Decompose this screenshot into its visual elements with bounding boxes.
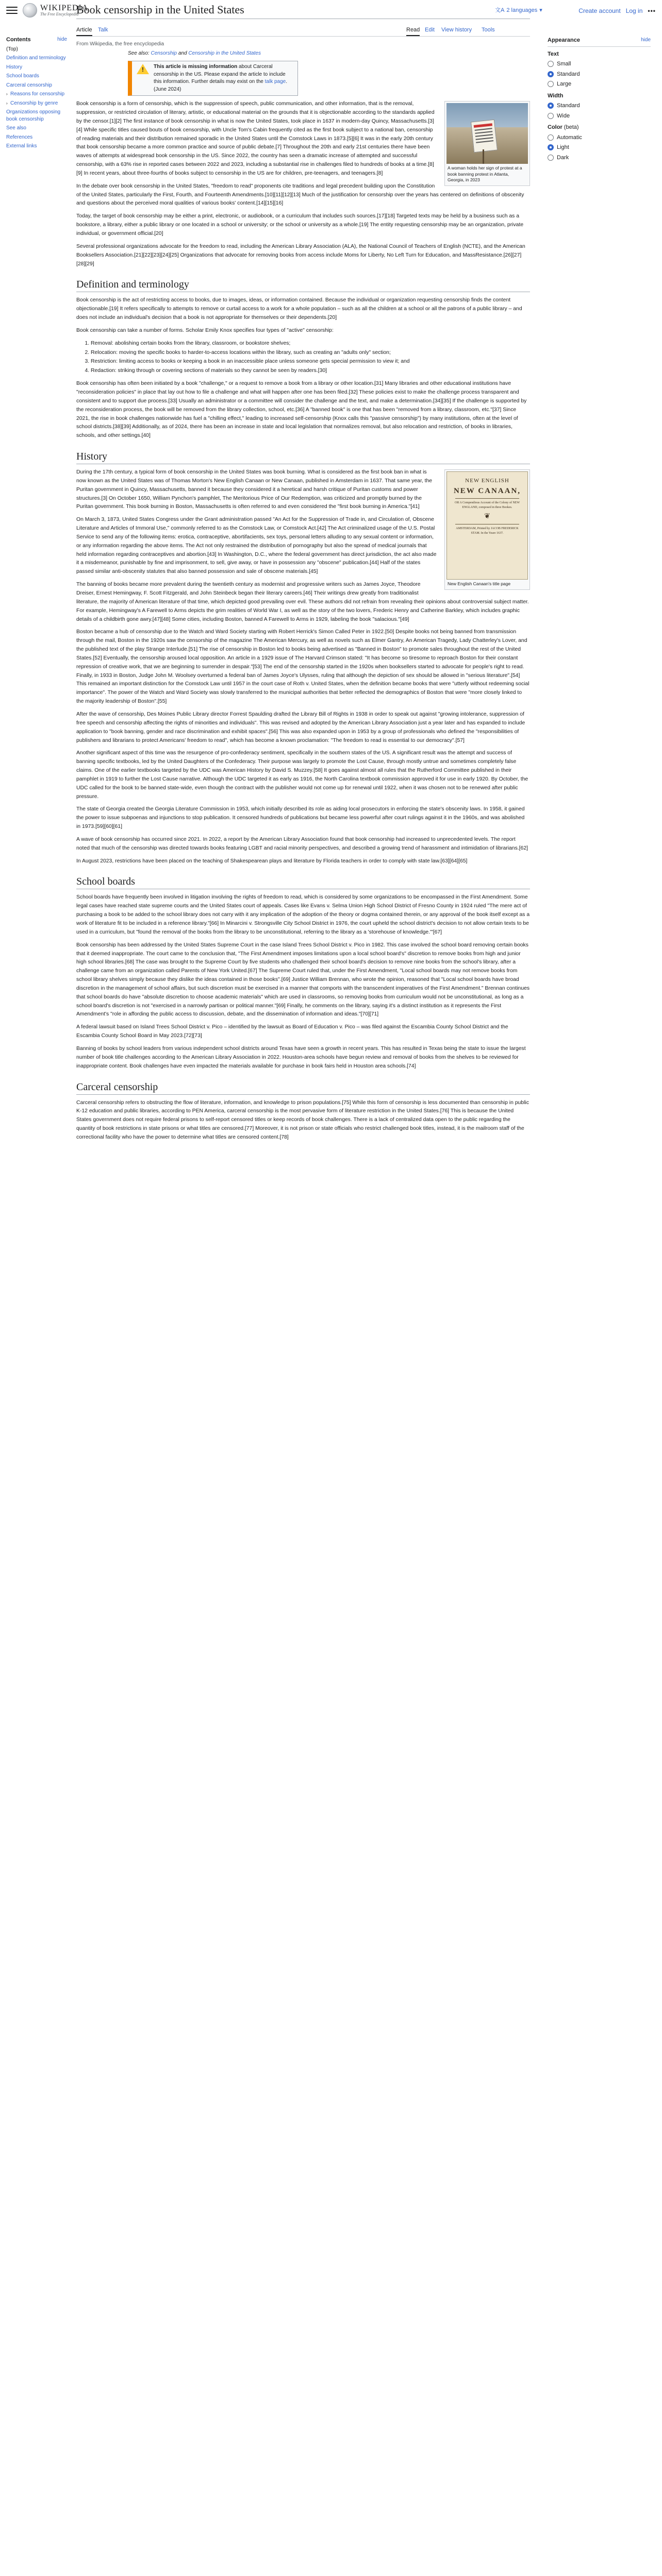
body-paragraph: A wave of book censorship has occurred since 2021. In 2022, a report by the American Library Association found that book censorship had increased to unprecedented levels. The report noted that much of the censorship was directed towards books featuring LGBT and racial minority perspectives, and described a growing trend of harassment and intimidation of librarians.[62] — [76, 836, 528, 851]
text-size-label: Text — [548, 50, 559, 57]
toc-item-definition[interactable]: Definition and terminology — [6, 55, 66, 61]
language-button[interactable] — [495, 6, 542, 15]
tab-read[interactable]: Read — [406, 26, 420, 36]
body-paragraph: In August 2023, restrictions have been placed on the teaching of Shakespearean plays and literature by Florida teachers in order to comply with state law.[63][64][65] — [76, 858, 468, 864]
width-label: Width — [548, 92, 564, 99]
body-paragraph: After the wave of censorship, Des Moines Public Library director Forrest Spaulding drafted the Library Bill of Rights in 1938 in order to speak out against "growing intolerance, suppression of free speech and censorship affecting the rights of minorities and individuals". This was revised and adopted by the American Library Association just a year later and has expanded to include application to "book banning, gender and race discrimination and exhibit spaces".[56] This was also expanded upon in 1953 by a group of professionals who defined the "responsibilities of publishers and librarians to protect Americans' freedom to read", which has become a known proclamation: "The freedom to read is essential to our democracy".[57] — [76, 711, 525, 743]
talk-page-link[interactable]: talk page — [264, 79, 286, 85]
toc-item-organizations[interactable]: Organizations opposing book censorship — [6, 109, 61, 122]
section-heading-carceral: Carceral censorship — [76, 1080, 530, 1095]
toc-item-history[interactable]: History — [6, 64, 23, 70]
protest-figure — [444, 101, 530, 185]
main-menu-icon[interactable] — [6, 5, 18, 15]
color-dark[interactable]: Dark — [548, 154, 651, 162]
body-paragraph: Book censorship can take a number of forms. Scholar Emily Knox specifies four types of "active" censorship: — [76, 327, 334, 333]
body-paragraph: The state of Georgia created the Georgia Literature Commission in 1953, which initially described its role as aiding local prosecutors in enforcing the state's obscenity laws. In 1958, it gained the power to issue subpoenas and injunctions to stop publication. It censored hundreds of publications but became less powerful after court rulings against it in the 1960s, and was abolished in 1973.[59][60][61] — [76, 806, 525, 830]
title-page-image[interactable]: NEW ENGLISH NEW CANAAN, OR A Compendious Account of the Colony of NEW ENGLAND, composed in three Bookes. ❦ AMSTERDAM, Printed by JACOB FREDERICK STAM. In the Yeare 1637. — [446, 471, 528, 580]
body-paragraph: Book censorship has been addressed by the United States Supreme Court in the case Island Trees School District v. Pico in 1982. This case involved the school board removing certain books that it deemed inappropriate. The court came to the conclusion that, "The First Amendment imposes limitations upon a local school board's" discretion to remove books from high and junior high school libraries.[68] The case was brought to the Supreme Court by five students who challenged their school board's decision to remove nine books from the school's library, after a challenge came from an organization called Parents of New York United.[67] The Supreme Court ruled that, under the First Amendment, "Local school boards may not remove books from school library shelves simply because they dislike the ideas contained in those books".[69] Justice William Brennan, who wrote the opinion, reasoned that "Local school boards have broad discretion in the management of school affairs, but such discretion must be exercised in a manner that comports with the transcendent imperatives of the First Amendment." Brennan continues that school boards do have "absolute discretion to choose academic materials" which are used in classrooms, so removing books from curriculum would not be unconstitutional, as long as a school board's discretion is not "exercised in a narrowly partisan or political manner."[69] Finally, he comments on the library, saying it's a distinct institution as it represents the First Amendment's "role in affording the public access to discussion, debate, and the dissemination of information and ideas."[70][71] — [76, 942, 530, 1018]
radio-icon — [548, 155, 554, 161]
body-paragraph: Carceral censorship refers to obstructing the flow of literature, information, and knowledge to prison populations.[75] While this form of censorship is less documented than censorship in public K-12 education and public libraries, according to PEN America, carceral censorship is the most pervasive form of literature restriction in the United States.[76] This is because the United States government does not require federal prisons to self-report censored titles or keep records of book challenges. There is a lack of centralized data open to the public regarding the quantity of book restrictions in state prisons or what titles are censored.[77] Moreover, it is not prison or state officials who restrict challenged book titles, instead, it is the mailroom staff of the correctional facility who have the power to determine what titles are censored content.[78] — [76, 1099, 529, 1140]
wordmark-title: WIKIPEDIA — [40, 4, 89, 12]
body-paragraph: School boards have frequently been involved in litigation involving the rights of freedom to read, which is considered by some organizations to be encompassed in the First Amendment. Some legal cases have reached state supreme courts and the United States court of appeals. Cases like Evans v. Selma Union High School District of Fresno County in 1924 ruled "The mere act of purchasing a book to be added to the school library does not carry with it any implication of the adoption of the theory or dogma contained therein, or any approval of the book itself except as a work of literature fit to be included in a reference library."[66] In Minarcini v. Strongsville City School District in 1976, the court upheld the school district's decision to not allow certain texts to be used in a curriculum, but "found the removal of the books from the library to be unconstitutional, referring to the library as a 'storehouse of knowledge.'"[67] — [76, 894, 530, 935]
page-tabs — [76, 26, 530, 37]
toc-item-references[interactable]: References — [6, 134, 33, 140]
new-english-canaan-figure — [444, 469, 530, 589]
missing-information-notice: ! This article is missing information about Carceral censorship in the US. Please expand the article to include this information. Further details may exist on the talk page. (June 2024) — [128, 61, 298, 96]
body-paragraph: Another significant aspect of this time was the resurgence of pro-confederacy sentiment, specifically in the southern states of the US. A significant result was the attempt and success of banning specific textbooks, led by the United Daughters of the Confederacy. Their purpose was largely to promote the Lost Cause, through mostly untrue and sometimes completely false claims. One of the earlier textbooks targeted by the UDC was American History by David S. Muzzey.[58] It goes against almost all rules that the Rutherford Committee published in their pamphlet in 1919 to further the Lost Cause narrative. Although the UDC targeted it as early as 1916, the North Carolina textbook commission approved it for use in early 1920. By October, the UDC called for the book to be banned state-wide, even though the contract with the publisher would not come up for renewal until 1922, when it was chosen not to be renewed after public pressure. — [76, 750, 528, 800]
radio-icon — [548, 71, 554, 77]
section-heading-school-boards: School boards — [76, 875, 530, 889]
toc-item-carceral[interactable]: Carceral censorship — [6, 82, 52, 88]
intro-paragraph: Today, the target of book censorship may be either a print, electronic, or audiobook, or a curriculum that includes such sources.[17][18] Targeted texts may be held by a business such as a bookstore, a library, either a public library or one located in a school or university; or the school or university as a whole.[19] The entity requesting censorship may be an organization, private individual, or government official.[20] — [76, 213, 524, 236]
tab-talk[interactable]: Talk — [98, 27, 108, 33]
tab-article[interactable]: Article — [76, 26, 92, 36]
create-account-link[interactable]: Create account — [578, 7, 621, 14]
color-label: Color (beta) — [548, 124, 579, 130]
intro-paragraph: Book censorship is a form of censorship, which is the suppression of speech, public communication, and other information, that is the removal, suppression, or restricted circulation of literary, artistic, or educational material on the grounds that it is objectionable according to the standards applied by the censor.[1][2] The first instance of book censorship in what is now the United States, took place in 1637 in modern-day Quincy, Massachusetts.[3][4] While specific titles caused bouts of book censorship, with Uncle Tom's Cabin frequently cited as the first book subject to a national ban, censorship of reading materials and their distribution remained sporadic in the United States until the Comstock Laws in 1873.[5][6] It was in the early 20th century that book censorship became a more common practice and source of public debate.[7] Throughout the 20th and early 21st centuries there have been waves of attempts at widespread book censorship in the US. Since 2022, the country has seen a dramatic increase of attempted and successful censorship, with a 63% rise in reported cases between 2022 and 2023, including a substantial rise in challenges filed to hundreds of books at a time.[8][9] In recent years, about three-fourths of books subject to censorship in the US are for children, pre-teenagers, and teenagers.[8] — [76, 101, 435, 176]
body-paragraph: Book censorship has often been initiated by a book "challenge," or a request to remove a book from a library or other location.[31] Many libraries and other educational institutions have "reconsideration policies" in place that lay out how to file a challenge and what will happen after one has been filed.[32] These policies exist to make the challenge process transparent and consistent and to support due process.[33] Usually an administrator or a committee will consider the challenge and the text, and make a determination.[34][35] If the challenge is supported by the reconsideration process, the book will be removed from the library collection, school, etc.[36] A "banned book" is one that has been "removed from a library, classroom, etc."[37] Since 2021, the rise in book challenges nationwide has fuel a "chilling effect," leading to increased self-censorship (Knox calls this "passive censorship") by many institutions, often at the level of school districts.[38][39] Additionally, as of 2024, there has been an increase in state and local legislation that normalizes removal, but also relocation and restriction, of books in libraries, schools, and other settings.[40] — [76, 381, 527, 439]
censorship-link[interactable]: Censorship — [151, 50, 177, 56]
toc-item-external-links[interactable]: External links — [6, 143, 37, 149]
radio-icon — [548, 61, 554, 67]
warning-icon: ! — [136, 63, 150, 75]
radio-icon — [548, 81, 554, 87]
personal-tools — [578, 6, 656, 16]
hatnote: See also: Censorship and Censorship in the United States — [128, 50, 261, 56]
toc-item-top[interactable]: (Top) — [6, 46, 18, 52]
body-paragraph: A federal lawsuit based on Island Trees School District v. Pico – identified by the lawsuit as Board of Education v. Pico – was filed against the Escambia County School District and the Escambia County School Board in May 2023.[72][73] — [76, 1024, 508, 1039]
list-item: 1. Removal: abolishing certain books from the library, classroom, or bookstore shelves; — [91, 340, 530, 348]
table-of-contents — [6, 36, 67, 152]
article-body — [76, 49, 530, 1146]
body-paragraph: Banning of books by school leaders from various independent school districts around Texas have seen a growth in recent years. This has resulted in Texas being the state to issue the largest number of book title challenges according to the American Library Association in 2022. Houston-area schools have begun review and removal of books from the shelves to be reviewed for inappropriate content. Book challenges have even impacted the materials available for purchase in book fairs held in Houston area schools.[74] — [76, 1045, 526, 1069]
color-light[interactable]: Light — [548, 143, 651, 152]
radio-icon — [548, 103, 554, 109]
text-size-small[interactable]: Small — [548, 60, 651, 69]
toc-item-see-also[interactable]: See also — [6, 125, 26, 131]
censorship-us-link[interactable]: Censorship in the United States — [188, 50, 261, 56]
intro-paragraph: Several professional organizations advocate for the freedom to read, including the American Library Association (ALA), the National Council of Teachers of English (NCTE), and the American Booksellers Association.[21][22][23][24][25] Organizations that advocate for removing books from access include Moms for Liberty, No Left Turn for Education, and MassResistance.[26][27][28][29] — [76, 243, 525, 267]
toc-heading: Contents — [6, 37, 31, 43]
intro-paragraph: In the debate over book censorship in the United States, "freedom to read" proponents cite traditions and legal precedent building upon the Constitution of the United States, particularly the First, Fourth, and Fourteenth Amendments.[10][11][12][13] Much of the justification for censorship over the years has centered on definitions of obscenity and questions about the perceived moral qualities of various books' content.[14][15][16] — [76, 183, 524, 207]
appearance-heading: Appearance — [548, 37, 580, 43]
toc-item-genre[interactable]: › Censorship by genre — [6, 100, 58, 106]
radio-icon — [548, 134, 554, 141]
toc-hide-button[interactable]: hide — [57, 37, 67, 42]
censorship-types-list — [91, 340, 530, 376]
protest-photo[interactable] — [446, 103, 528, 164]
radio-icon — [548, 113, 554, 119]
more-options-icon[interactable]: ••• — [648, 7, 656, 14]
body-paragraph: On March 3, 1873, United States Congress under the Grant administration passed "An Act for the Suppression of Trade in, and Circulation of, Obscene Literature and Articles of Immoral Use," commonly referred to as the Comstock Law, or Comstock Act.[42] The Act criminalized usage of the U.S. Postal Service to send any of the following items: erotica, contraceptive, abortifacients, sex toys, personal letters alluding to any sexual content or information, or any information regarding the above items. The Act not only restrained the distribution of pornography but also the spread of medical journals that held information regarding contraceptives and abortion.[43] In Washington, D.C., where the federal government has direct jurisdiction, the act also made it a misdemeanor, punishable by fine and imprisonment, to sell, give away, or have in possession any "obscene" publication.[44] Half of the states passed similar anti-obscenity statutes that also banned possession and sale of obscene materials.[45] — [76, 517, 437, 575]
wikipedia-globe-icon — [23, 3, 37, 18]
log-in-link[interactable]: Log in — [625, 7, 643, 14]
page-title: Book censorship in the United States — [76, 3, 244, 16]
figure-caption: New English Canaan's title page — [448, 581, 511, 587]
width-wide[interactable]: Wide — [548, 112, 651, 121]
tabs-divider — [76, 36, 530, 37]
toc-item-reasons[interactable]: › Reasons for censorship — [6, 91, 65, 97]
list-item: 3. Restriction: limiting access to books or keeping a book in an inaccessible place unless someone gets special permission to view it; and — [91, 358, 530, 366]
chevron-right-icon[interactable]: › — [6, 92, 8, 97]
tab-edit[interactable]: Edit — [425, 27, 435, 33]
list-item: 4. Redaction: striking through or covering sections of materials so they cannot be seen by readers.[30] — [91, 367, 530, 376]
translate-icon: 文A — [495, 7, 505, 13]
section-heading-definition: Definition and terminology — [76, 278, 530, 292]
tab-view-history[interactable]: View history — [441, 27, 472, 33]
body-paragraph: During the 17th century, a typical form of book censorship in the United States was book burning. What is considered as the first book ban in what is now known as the United States was of Thomas Morton's New English Canaan or New Canaan, published in Amsterdam in 1637. That same year, the Puritan government in Quincy, Massachusetts, banned it because they considered it a heretical and harsh critique of Puritan customs and power structures.[3] On October 1650, William Pynchon's pamphlet, The Meritorious Price of Our Redemption, was criticized and promptly burned by the Puritan government. This book burning in Boston, Massachusetts is often referred to and even considered the "first book burning in America."[41] — [76, 469, 433, 510]
width-standard[interactable]: Standard — [548, 101, 651, 110]
body-paragraph: Book censorship is the act of restricting access to books, due to images, ideas, or information contained. Because the individual or organization requesting censorship finds the content objectionable.[19] It refers specifically to attempts to remove or curtail access to a work for a whole population – such as all the children at a school or all the patrons of a public library – and does not include an individual's decision that a book is not appropriate for themselves or their dependents.[20] — [76, 297, 522, 321]
figure-caption: A woman holds her sign of protest at a book banning protest in Atlanta, Georgia, in 2023 — [448, 165, 522, 183]
body-paragraph: Boston became a hub of censorship due to the Watch and Ward Society starting with Robert Herrick's Simon Called Peter in 1922.[50] Despite books not being banned from transmission through the mail, Boston in the 1920s saw the censorship of the magazine The American Mercury, as well as novels such as Elmer Gantry, An American Tragedy, Lady Chatterley's Lover, and the published text of the play Strange Interlude.[51] The rise of censorship in Boston led to books being advertised as "Banned in Boston" to promote sales throughout the rest of the United States.[52] Eventually, the censorship aroused local opposition. An article in a 1929 issue of The Harvard Crimson stated: "It has become so tiresome to reproach Boston for their constant repression of creative work, that we are beginning to surrender in despair."[53] The end of the censorship started in the 1920s when booksellers started to advocate for people's right to read. Finally, in 1933 in Boston, Judge John M. Woolsey overturned a federal ban of James Joyce's Ulysses, ruling that although the depiction of sex should be allowed in "serious literature".[54] This remained an important distinction for the Comstock Law until 1957 in the court case of Roth v. United States, when the definition became books that were "utterly without redeeming social importance". The power of the Watch and Ward Society was slowly transferred to the municipal authorities that better reflected the demographics of Boston that were "more closely linked to the majority leadership of Boston".[55] — [76, 629, 529, 705]
text-size-standard[interactable]: Standard — [548, 70, 651, 79]
wordmark-tagline: The Free Encyclopedia — [40, 12, 79, 16]
section-heading-history: History — [76, 450, 530, 464]
tab-tools[interactable]: Tools — [482, 27, 495, 33]
radio-icon — [548, 144, 554, 150]
body-paragraph: The banning of books became more prevalent during the twentieth century as modernist and progressive writers such as James Joyce, Theodore Dreiser, Ernest Hemingway, F. Scott Fitzgerald, and John Steinbeck began their literary careers.[46] Their writings drew greatly from traditionalist literature, the majority of American literature of that time, which depicted good prevailing over evil. These authors did not refrain from revealing their opinions about controversial subject matter. For example, Hemingway's A Farewell to Arms depicts the grim realities of World War I, as well as the story of the two lovers, Frederic Henry and Catherine Barkley, which includes graphic details of a childbirth gone awry.[47][48] Some cities, including Boston, banned A Farewell to Arms in 1929, labeling the book "salacious."[49] — [76, 582, 529, 622]
language-count: 2 languages — [506, 7, 538, 13]
toc-item-school-boards[interactable]: School boards — [6, 73, 39, 79]
color-automatic[interactable]: Automatic — [548, 133, 651, 142]
text-size-large[interactable]: Large — [548, 80, 651, 89]
chevron-down-icon: ▾ — [539, 7, 542, 13]
appearance-hide-button[interactable]: hide — [641, 37, 651, 43]
site-sub: From Wikipedia, the free encyclopedia — [76, 41, 164, 47]
appearance-panel — [548, 36, 651, 163]
chevron-right-icon[interactable]: › — [6, 100, 8, 106]
list-item: 2. Relocation: moving the specific books to harder-to-access locations within the library, such as creating an "adults only" section; — [91, 349, 530, 358]
